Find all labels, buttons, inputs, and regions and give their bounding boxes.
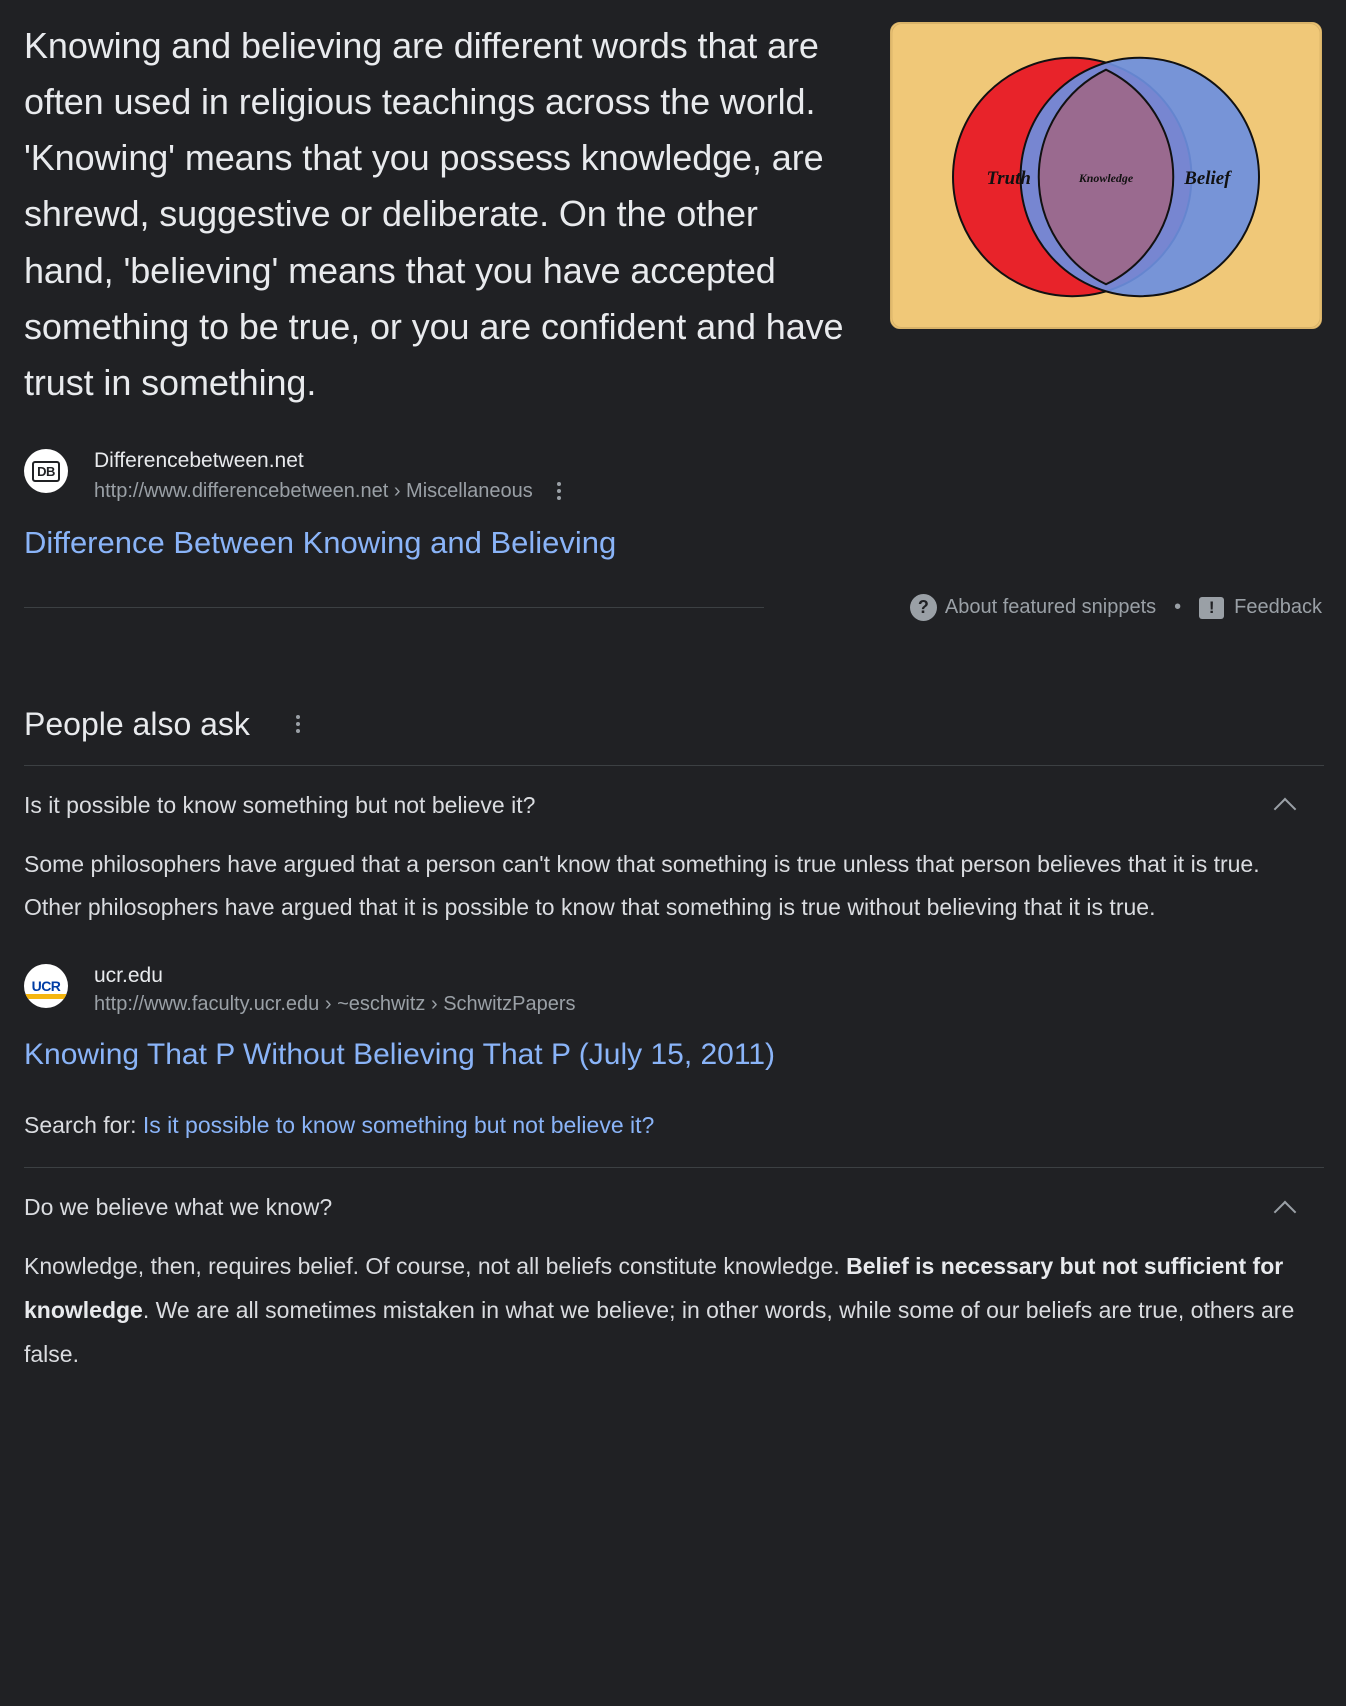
paa-options-kebab-icon[interactable] — [294, 715, 302, 733]
source-meta — [94, 445, 563, 505]
source-site-name: Differencebetween.net — [94, 449, 304, 473]
paa-source-site-name: ucr.edu — [94, 964, 163, 988]
source-url-row — [94, 477, 563, 505]
chevron-up-icon[interactable] — [1274, 1195, 1300, 1221]
paa-question-row[interactable] — [24, 792, 1322, 825]
differencebetween-favicon — [24, 449, 68, 493]
search-for-query-link[interactable]: Is it possible to know something but not believe it? — [142, 1112, 655, 1139]
paa-source-url: http://www.faculty.ucr.edu › ~eschwitz › SchwitzPapers — [94, 993, 576, 1016]
paa-answer-bold: Belief is necessary but not sufficient for knowledge — [24, 1253, 1284, 1324]
paa-answer: Some philosophers have argued that a person can't know that something is true unless that person believes that it is true. Other philosophers have argued that it is possible to know that something is true without believing that it is true. — [24, 850, 1260, 921]
paa-item — [24, 1168, 1322, 1376]
paa-item — [24, 766, 1322, 1140]
paa-answer — [24, 1245, 1322, 1376]
paa-header — [24, 706, 1322, 743]
paa-result-title-link[interactable]: Knowing That P Without Believing That P (July 15, 2011) — [24, 1038, 775, 1072]
favicon-label: DB — [32, 461, 60, 482]
snippet-result-title-link[interactable]: Difference Between Knowing and Believing — [24, 525, 617, 561]
about-featured-snippets-button[interactable] — [910, 594, 1156, 621]
footer-separator: • — [1174, 596, 1182, 619]
paa-source — [24, 960, 1322, 1018]
feedback-label: Feedback — [1234, 596, 1322, 619]
paa-question: Is it possible to know something but not believe it? — [24, 791, 536, 818]
result-options-kebab-icon[interactable] — [555, 482, 563, 500]
chevron-up-icon[interactable] — [1274, 792, 1300, 818]
paa-answer-suffix: . We are all sometimes mistaken in what we believe; in other words, while some of our beliefs are true, others are false. — [24, 1297, 1295, 1367]
feedback-icon: ! — [1199, 597, 1224, 619]
search-for-label: Search for: — [24, 1112, 137, 1139]
snippet-footer — [24, 588, 1322, 628]
ucr-favicon — [24, 964, 68, 1008]
people-also-ask-section — [24, 706, 1322, 1377]
svg-text:Belief: Belief — [1184, 167, 1231, 189]
footer-divider — [24, 607, 764, 608]
help-icon: ? — [910, 594, 937, 621]
svg-text:Truth: Truth — [986, 167, 1031, 189]
venn-diagram-image — [890, 22, 1322, 329]
snippet-source — [24, 445, 1322, 505]
feedback-button[interactable] — [1199, 596, 1322, 619]
svg-text:Knowledge: Knowledge — [1078, 170, 1134, 185]
footer-actions — [910, 594, 1322, 621]
paa-question: Do we believe what we know? — [24, 1194, 333, 1221]
paa-title: People also ask — [24, 705, 250, 742]
about-featured-snippets-label: About featured snippets — [944, 596, 1157, 619]
favicon-accent-bar — [24, 994, 68, 999]
paa-search-for-row — [24, 1112, 1322, 1139]
favicon-label: UCR — [31, 978, 61, 995]
source-url: http://www.differencebetween.net › Miscellaneous — [94, 480, 533, 503]
paa-question-row[interactable] — [24, 1194, 1322, 1227]
paa-answer-prefix: Knowledge, then, requires belief. Of course, not all beliefs constitute knowledge. — [24, 1253, 847, 1280]
featured-snippet-text: Knowing and believing are different words that are often used in religious teachings across the world. 'Knowing' means that you possess knowledge, are shrewd, suggestive or deliberate. On the other hand, 'believing' means that you have accepted something to be true, or you are confident and have trust in something. — [24, 25, 844, 403]
featured-snippet — [24, 18, 1322, 411]
paa-source-meta — [94, 960, 575, 1018]
featured-snippet-thumbnail[interactable] — [890, 22, 1322, 329]
